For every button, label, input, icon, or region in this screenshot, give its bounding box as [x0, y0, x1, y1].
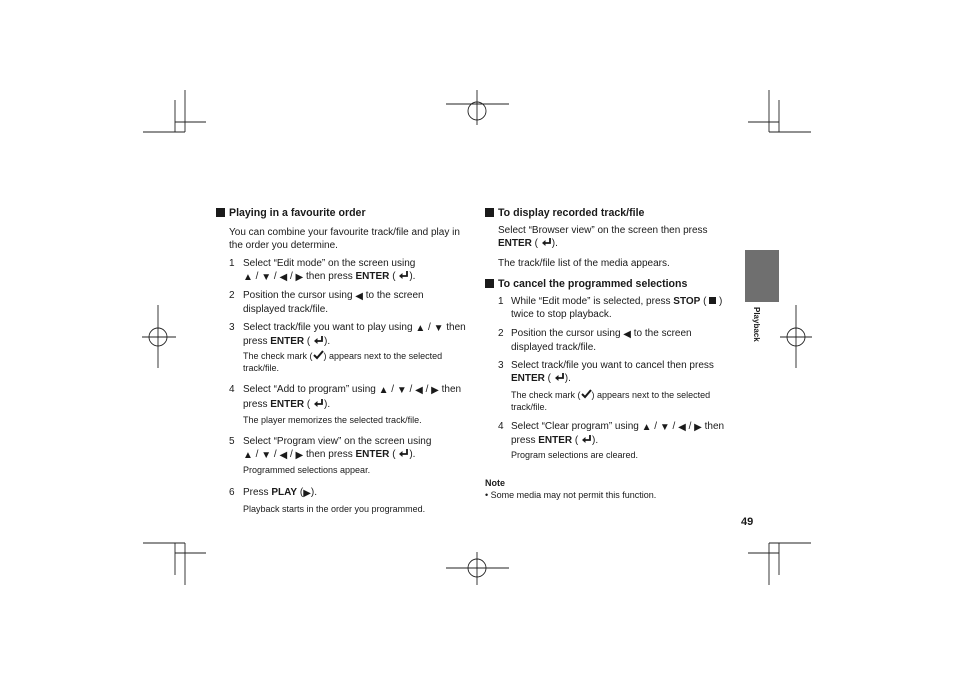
down-arrow-icon: ▼: [261, 450, 272, 461]
step-4: Select “Add to program” using ▲ / ▼ / ◀ / ▶ then press ENTER ( ).: [243, 384, 462, 410]
step-number: 4: [498, 421, 504, 432]
enter-icon: [398, 270, 409, 280]
left-arrow-icon: ◀: [355, 291, 363, 302]
intro-paragraph: You can combine your favourite track/file and play in the order you determine.: [229, 227, 460, 251]
heading-square-icon: [216, 208, 225, 217]
heading-square-icon: [485, 208, 494, 217]
cancel-step-1: While “Edit mode” is selected, press STOP ( ) twice to stop playback.: [511, 296, 723, 320]
down-arrow-icon: ▼: [659, 422, 670, 433]
step-3-note: The check mark ( ) appears next to the selected track/file.: [243, 351, 443, 373]
step-number: 1: [498, 296, 504, 307]
page-number: 49: [741, 516, 754, 528]
side-tab-label: Playback: [752, 307, 761, 342]
enter-icon: [541, 237, 552, 247]
section-heading-display-recorded: To display recorded track/file: [485, 207, 644, 219]
step-5-note: Programmed selections appear.: [243, 465, 371, 475]
cancel-step-4-note: Program selections are cleared.: [511, 450, 639, 460]
left-arrow-icon: ◀: [678, 422, 686, 433]
cancel-step-3: Select track/file you want to cancel then press ENTER ( ).: [511, 360, 714, 384]
step-number: 2: [498, 328, 504, 339]
side-tab: [745, 250, 779, 302]
step-number: 4: [229, 384, 235, 395]
enter-icon: [313, 398, 324, 408]
step-number: 2: [229, 290, 235, 301]
section-heading-cancel: To cancel the programmed selections: [485, 278, 687, 290]
step-number: 1: [229, 258, 235, 269]
cancel-step-4: Select “Clear program” using ▲ / ▼ / ◀ / ▶ then press ENTER ( ).: [511, 421, 725, 446]
note-heading: Note: [485, 478, 505, 488]
right-arrow-icon: ▶: [431, 385, 439, 396]
left-arrow-icon: ◀: [415, 385, 423, 396]
stop-icon: [709, 297, 716, 304]
up-arrow-icon: ▲: [243, 272, 253, 283]
up-arrow-icon: ▲: [378, 385, 389, 396]
up-arrow-icon: ▲: [415, 323, 426, 334]
heading-square-icon: [485, 279, 494, 288]
step-1: Select “Edit mode” on the screen using ▲ / ▼ / ◀ / ▶ then press ENTER ( ).: [243, 258, 416, 283]
left-arrow-icon: ◀: [623, 329, 631, 340]
step-2: Position the cursor using ◀ to the screen displayed track/file.: [243, 290, 424, 315]
step-6: Press PLAY (▶).: [243, 487, 318, 499]
step-number: 5: [229, 436, 235, 447]
step-number: 6: [229, 487, 235, 498]
section-heading-favourite-order: Playing in a favourite order: [216, 207, 366, 219]
step-4-note: The player memorizes the selected track/file.: [243, 415, 422, 425]
display-recorded-result: The track/file list of the media appears.: [498, 258, 670, 269]
down-arrow-icon: ▼: [433, 323, 444, 334]
left-arrow-icon: ◀: [279, 272, 288, 283]
checkmark-icon: [581, 389, 592, 399]
play-icon: ▶: [303, 488, 311, 499]
cancel-step-2: Position the cursor using ◀ to the screen displayed track/file.: [511, 328, 692, 353]
enter-icon: [581, 434, 592, 444]
step-5: Select “Program view” on the screen using ▲ / ▼ / ◀ / ▶ then press ENTER ( ).: [243, 436, 432, 461]
enter-icon: [398, 448, 409, 458]
down-arrow-icon: ▼: [261, 272, 272, 283]
enter-icon: [313, 335, 324, 345]
up-arrow-icon: ▲: [641, 422, 652, 433]
step-number: 3: [498, 360, 504, 371]
checkmark-icon: [313, 350, 324, 360]
right-arrow-icon: ▶: [295, 450, 304, 461]
left-arrow-icon: ◀: [279, 450, 288, 461]
step-3: Select track/file you want to play using ▲ / ▼ then press ENTER ( ).: [243, 322, 466, 347]
right-arrow-icon: ▶: [295, 272, 304, 283]
down-arrow-icon: ▼: [396, 385, 407, 396]
enter-icon: [554, 372, 565, 382]
note-text: • Some media may not permit this function.: [485, 490, 657, 500]
cancel-step-3-note: The check mark ( ) appears next to the selected track/file.: [511, 390, 711, 412]
step-number: 3: [229, 322, 235, 333]
right-arrow-icon: ▶: [694, 422, 702, 433]
step-6-note: Playback starts in the order you programmed.: [243, 504, 426, 514]
display-recorded-instruction: Select “Browser view” on the screen then press ENTER ( ).: [498, 225, 708, 249]
up-arrow-icon: ▲: [243, 450, 253, 461]
